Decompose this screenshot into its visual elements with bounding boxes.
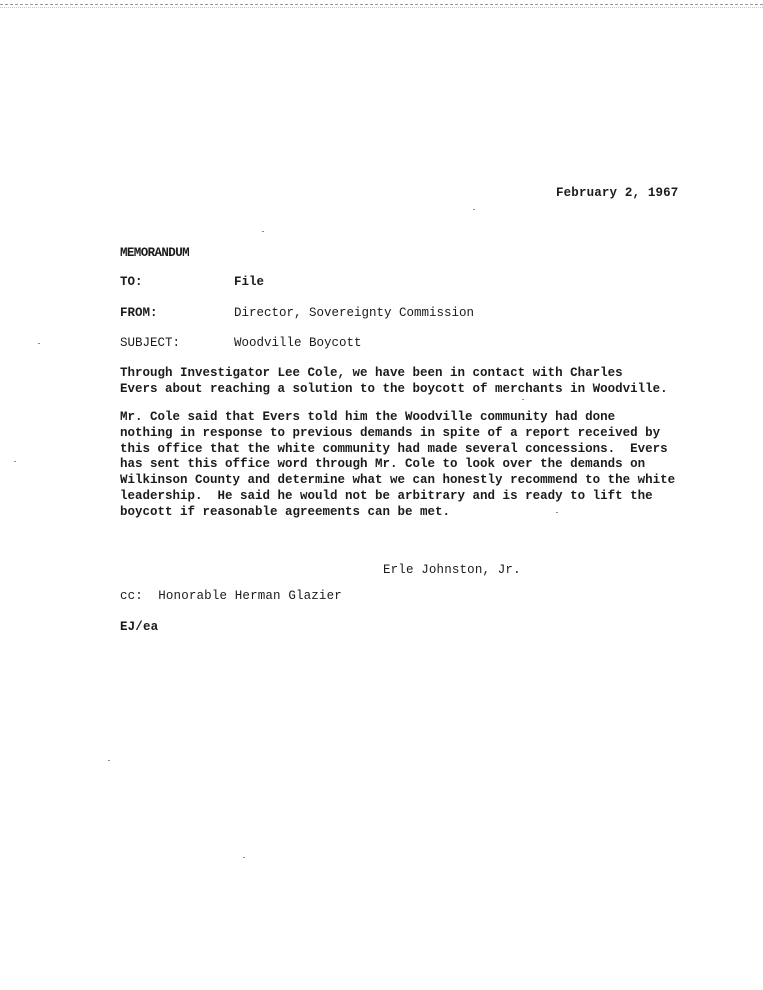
scan-speck (243, 857, 245, 858)
scan-speck (473, 209, 475, 210)
to-label: TO: (120, 275, 143, 289)
body-paragraph-2 (120, 410, 690, 521)
paragraph-line: this office that the white community had made several concessions. Evers (120, 441, 668, 456)
scan-speck (38, 343, 40, 344)
paragraph-line: boycott if reasonable agreements can be met. (120, 504, 451, 519)
paragraph-line: Evers about reaching a solution to the boycott of merchants in Woodville. (120, 381, 668, 396)
signature-name: Erle Johnston, Jr. (383, 563, 521, 577)
paragraph-line: leadership. He said he would not be arbitrary and is ready to lift the (120, 488, 653, 503)
page-top-edge (0, 4, 763, 5)
subject-value: Woodville Boycott (234, 336, 362, 350)
from-value: Director, Sovereignty Commission (234, 306, 475, 320)
scan-speck (14, 461, 16, 462)
memo-date: February 2, 1967 (556, 186, 679, 200)
memo-heading: MEMORANDUM (120, 246, 190, 260)
scan-speck (108, 760, 110, 761)
from-label: FROM: (120, 306, 158, 320)
page-top-edge-secondary (0, 7, 763, 8)
scan-speck (262, 231, 264, 232)
scan-speck (522, 399, 524, 400)
cc-line: cc: Honorable Herman Glazier (120, 589, 342, 603)
scan-speck (556, 512, 558, 513)
paragraph-line: has sent this office word through Mr. Cole to look over the demands on (120, 457, 646, 472)
to-value: File (234, 275, 265, 289)
paragraph-line: nothing in response to previous demands in spite of a report received by (120, 425, 661, 440)
body-paragraph-1 (120, 366, 690, 398)
paragraph-line: Through Investigator Lee Cole, we have been in contact with Charles (120, 366, 623, 380)
paragraph-line: Wilkinson County and determine what we can honestly recommend to the white (120, 473, 676, 488)
typist-initials: EJ/ea (120, 620, 159, 634)
paragraph-line: Mr. Cole said that Evers told him the Woodville community had done (120, 410, 616, 424)
subject-label: SUBJECT: (120, 336, 181, 350)
